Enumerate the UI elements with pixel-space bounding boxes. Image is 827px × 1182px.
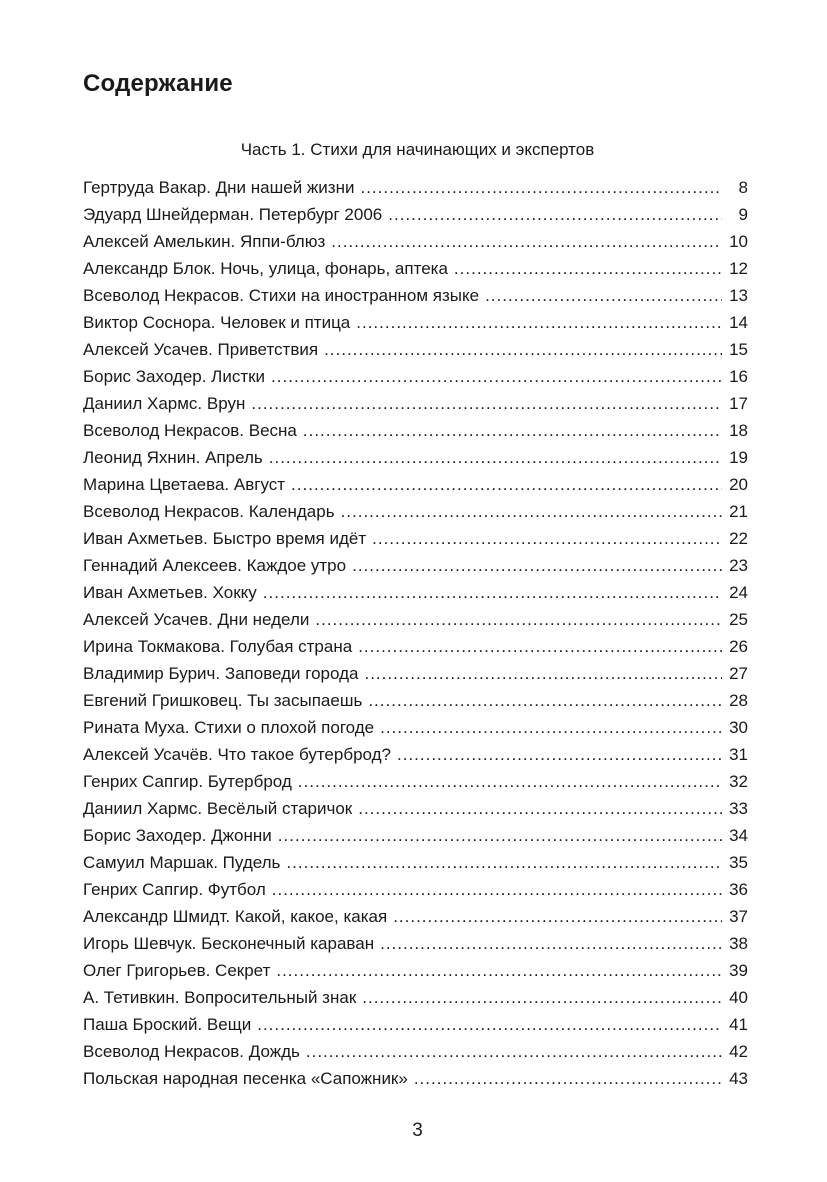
toc-entry-title: Всеволод Некрасов. Весна: [83, 421, 297, 440]
toc-dot-leader: [414, 1065, 722, 1092]
toc-entry[interactable]: [83, 525, 748, 552]
toc-entry-page: 17: [729, 394, 748, 413]
toc-entry-title: Геннадий Алексеев. Каждое утро: [83, 556, 347, 575]
toc-entry-page: 35: [729, 853, 748, 872]
toc-dot-leader: [251, 390, 722, 417]
toc-entry[interactable]: [83, 579, 748, 606]
toc-entry-title: Олег Григорьев. Секрет: [83, 961, 271, 980]
toc-entry-page: 20: [729, 475, 748, 494]
toc-entry-title: Гертруда Вакар. Дни нашей жизни: [83, 178, 355, 197]
toc-dot-leader: [352, 552, 722, 579]
toc-entry-title: Алексей Усачев. Приветствия: [83, 340, 319, 359]
toc-entry-page: 12: [729, 259, 748, 278]
toc-entry-title: Иван Ахметьев. Хокку: [83, 583, 257, 602]
toc-entry-page: 38: [729, 934, 748, 953]
toc-entry-title: Всеволод Некрасов. Календарь: [83, 502, 335, 521]
toc-dot-leader: [485, 282, 722, 309]
toc-entry-title: Александр Блок. Ночь, улица, фонарь, аптека: [83, 259, 448, 278]
toc-dot-leader: [276, 957, 722, 984]
toc-entry[interactable]: [83, 228, 748, 255]
toc-entry[interactable]: [83, 336, 748, 363]
toc-entry-title: Евгений Гришковец. Ты засыпаешь: [83, 691, 363, 710]
toc-entry-page: 36: [729, 880, 748, 899]
toc-entry[interactable]: [83, 1038, 748, 1065]
toc-entry-title: Самуил Маршак. Пудель: [83, 853, 281, 872]
toc-entry-title: Александр Шмидт. Какой, какое, какая: [83, 907, 388, 926]
toc-entry[interactable]: [83, 255, 748, 282]
toc-entry-title: Леонид Яхнин. Апрель: [83, 448, 263, 467]
toc-entry-page: 9: [738, 205, 748, 224]
toc-entry[interactable]: [83, 174, 748, 201]
toc-entry-page: 31: [729, 745, 748, 764]
toc-entry[interactable]: [83, 633, 748, 660]
toc-dot-leader: [364, 660, 722, 687]
toc-entry[interactable]: [83, 687, 748, 714]
toc-entry[interactable]: [83, 1011, 748, 1038]
toc-entry[interactable]: [83, 795, 748, 822]
toc-dot-leader: [303, 417, 722, 444]
toc-entry-page: 39: [729, 961, 748, 980]
toc-dot-leader: [397, 741, 722, 768]
toc-dot-leader: [291, 471, 722, 498]
toc-entry[interactable]: [83, 444, 748, 471]
page-title: Содержание: [83, 70, 233, 97]
page-number: 3: [412, 1120, 423, 1141]
toc-entry-title: Паша Броский. Вещи: [83, 1015, 252, 1034]
toc-entry[interactable]: [83, 930, 748, 957]
toc-dot-leader: [272, 876, 722, 903]
toc-entry-title: Виктор Соснора. Человек и птица: [83, 313, 351, 332]
toc-dot-leader: [263, 579, 722, 606]
toc-entry-page: 22: [729, 529, 748, 548]
toc-entry[interactable]: [83, 309, 748, 336]
toc-entry-page: 13: [729, 286, 748, 305]
toc-entry-page: 34: [729, 826, 748, 845]
toc-dot-leader: [306, 1038, 722, 1065]
toc-entry[interactable]: [83, 201, 748, 228]
toc-entry-page: 10: [729, 232, 748, 251]
toc-entry-page: 40: [729, 988, 748, 1007]
toc-entry-title: Ирина Токмакова. Голубая страна: [83, 637, 353, 656]
toc-entry[interactable]: [83, 552, 748, 579]
toc-entry-title: Борис Заходер. Листки: [83, 367, 266, 386]
toc-dot-leader: [278, 822, 722, 849]
toc-entry-title: Борис Заходер. Джонни: [83, 826, 272, 845]
toc-entry-page: 32: [729, 772, 748, 791]
part-heading: Часть 1. Стихи для начинающих и экспертов: [240, 140, 595, 159]
toc-entry[interactable]: [83, 498, 748, 525]
toc-entry-title: Рината Муха. Стихи о плохой погоде: [83, 718, 375, 737]
toc-dot-leader: [315, 606, 722, 633]
toc-dot-leader: [380, 930, 722, 957]
toc-entry-page: 42: [729, 1042, 748, 1061]
toc-entry[interactable]: [83, 768, 748, 795]
toc-dot-leader: [372, 525, 722, 552]
toc-entry-page: 30: [729, 718, 748, 737]
toc-entry-page: 24: [729, 583, 748, 602]
toc-entry-title: Алексей Усачев. Дни недели: [83, 610, 310, 629]
toc-entry-page: 28: [729, 691, 748, 710]
toc-entry-title: Алексей Усачёв. Что такое бутерброд?: [83, 745, 391, 764]
toc-dot-leader: [341, 498, 722, 525]
toc-entry-page: 25: [729, 610, 748, 629]
toc-entry-page: 43: [729, 1069, 748, 1088]
toc-entry-page: 14: [729, 313, 748, 332]
toc-entry-page: 21: [729, 502, 748, 521]
toc-entry-title: Даниил Хармс. Весёлый старичок: [83, 799, 353, 818]
toc-entry[interactable]: [83, 660, 748, 687]
toc-entry-title: Всеволод Некрасов. Дождь: [83, 1042, 300, 1061]
toc-entry-page: 26: [729, 637, 748, 656]
toc-dot-leader: [298, 768, 722, 795]
toc-entry-title: Владимир Бурич. Заповеди города: [83, 664, 359, 683]
toc-dot-leader: [257, 1011, 722, 1038]
toc-entry-title: Польская народная песенка «Сапожник»: [83, 1069, 408, 1088]
toc-dot-leader: [388, 201, 722, 228]
toc-dot-leader: [360, 174, 722, 201]
toc-dot-leader: [368, 687, 722, 714]
toc-entry-title: Всеволод Некрасов. Стихи на иностранном языке: [83, 286, 480, 305]
toc-entry[interactable]: [83, 471, 748, 498]
toc-entry[interactable]: [83, 957, 748, 984]
toc-entry[interactable]: [83, 417, 748, 444]
toc-entry-title: Марина Цветаева. Август: [83, 475, 286, 494]
toc-entry[interactable]: [83, 903, 748, 930]
toc-entry-title: А. Тетивкин. Вопросительный знак: [83, 988, 357, 1007]
toc-entry-title: Даниил Хармс. Врун: [83, 394, 246, 413]
table-of-contents: [83, 174, 748, 1092]
toc-dot-leader: [380, 714, 722, 741]
toc-entry-title: Генрих Сапгир. Бутерброд: [83, 772, 292, 791]
toc-entry-page: 41: [729, 1015, 748, 1034]
toc-dot-leader: [358, 633, 722, 660]
toc-entry[interactable]: [83, 282, 748, 309]
toc-entry-page: 16: [729, 367, 748, 386]
toc-dot-leader: [271, 363, 722, 390]
toc-dot-leader: [356, 309, 722, 336]
toc-entry-page: 23: [729, 556, 748, 575]
toc-dot-leader: [269, 444, 722, 471]
toc-entry[interactable]: [83, 849, 748, 876]
toc-entry[interactable]: [83, 390, 748, 417]
toc-entry-page: 27: [729, 664, 748, 683]
toc-entry-title: Алексей Амелькин. Яппи-блюз: [83, 232, 326, 251]
toc-entry-title: Иван Ахметьев. Быстро время идёт: [83, 529, 367, 548]
toc-entry-title: Игорь Шевчук. Бесконечный караван: [83, 934, 375, 953]
toc-dot-leader: [324, 336, 722, 363]
toc-dot-leader: [358, 795, 722, 822]
toc-entry[interactable]: [83, 741, 748, 768]
toc-entry-title: Эдуард Шнейдерман. Петербург 2006: [83, 205, 383, 224]
toc-entry-page: 18: [729, 421, 748, 440]
toc-entry-page: 8: [738, 178, 748, 197]
toc-entry-title: Генрих Сапгир. Футбол: [83, 880, 266, 899]
toc-entry[interactable]: [83, 822, 748, 849]
toc-dot-leader: [331, 228, 722, 255]
toc-entry[interactable]: [83, 984, 748, 1011]
toc-entry[interactable]: [83, 363, 748, 390]
toc-dot-leader: [393, 903, 722, 930]
toc-entry-page: 33: [729, 799, 748, 818]
toc-dot-leader: [362, 984, 722, 1011]
toc-entry-page: 19: [729, 448, 748, 467]
toc-entry-page: 15: [729, 340, 748, 359]
toc-entry[interactable]: [83, 876, 748, 903]
toc-dot-leader: [454, 255, 722, 282]
toc-entry[interactable]: [83, 1065, 748, 1092]
toc-entry[interactable]: [83, 606, 748, 633]
toc-entry-page: 37: [729, 907, 748, 926]
toc-entry[interactable]: [83, 714, 748, 741]
toc-dot-leader: [286, 849, 722, 876]
